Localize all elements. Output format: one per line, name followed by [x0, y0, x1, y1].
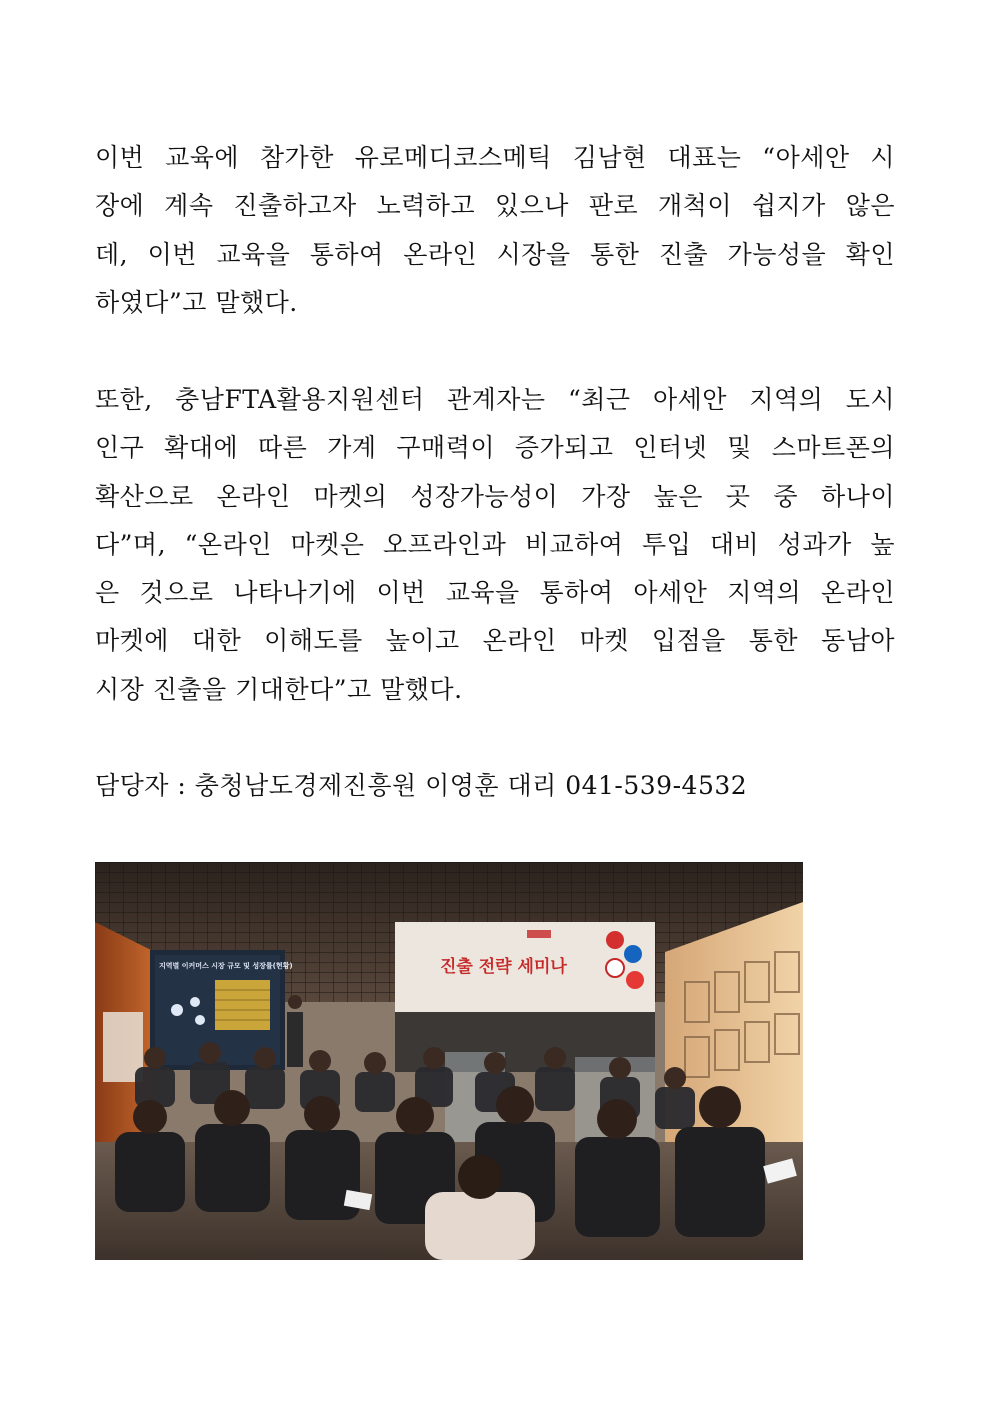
contact-info	[95, 762, 895, 810]
paragraph-line: 확산으로 온라인 마켓의 성장가능성이 가장 높은 곳 중 하나이	[95, 481, 895, 511]
paragraph-line: 마켓에 대한 이해도를 높이고 온라인 마켓 입점을 통한 동남아	[95, 626, 895, 656]
contact-text: 담당자 : 충청남도경제진흥원 이영훈 대리 041-539-4532	[95, 771, 748, 800]
paragraph-line: 시장 진출을 기대한다”고 말했다.	[95, 674, 463, 704]
paragraph-line: 은 것으로 나타나기에 이번 교육을 통하여 아세안 지역의 온라인	[95, 578, 895, 608]
seminar-photo	[95, 862, 803, 1260]
paragraph-line: 장에 계속 진출하고자 노력하고 있으나 판로 개척이 쉽지가 않은	[95, 191, 895, 221]
paragraph-line: 다”며, “온라인 마켓은 오프라인과 비교하여 투입 대비 성과가 높	[95, 529, 895, 559]
paragraph-line: 하였다”고 말했다.	[95, 287, 298, 317]
paragraph-line: 인구 확대에 따른 가계 구매력이 증가되고 인터넷 및 스마트폰의	[95, 433, 895, 463]
paragraph-line: 이번 교육에 참가한 유로메디코스메틱 김남현 대표는 “아세안 시	[95, 143, 895, 172]
banner-title: 진출 전략 세미나	[440, 957, 567, 977]
speaker	[287, 1012, 303, 1067]
paragraph-line: 데, 이번 교육을 통하여 온라인 시장을 통한 진출 가능성을 확인	[95, 239, 895, 269]
paragraph-line: 또한, 충남FTA활용지원센터 관계자는 “최근 아세안 지역의 도시	[95, 385, 895, 414]
screen-title: 지역별 이커머스 시장 규모 및 성장률(현황)	[159, 962, 293, 970]
paragraph-ceo-quote	[95, 134, 895, 327]
seminar-photo-illustration	[95, 862, 803, 1260]
paragraph-center-quote	[95, 376, 895, 714]
